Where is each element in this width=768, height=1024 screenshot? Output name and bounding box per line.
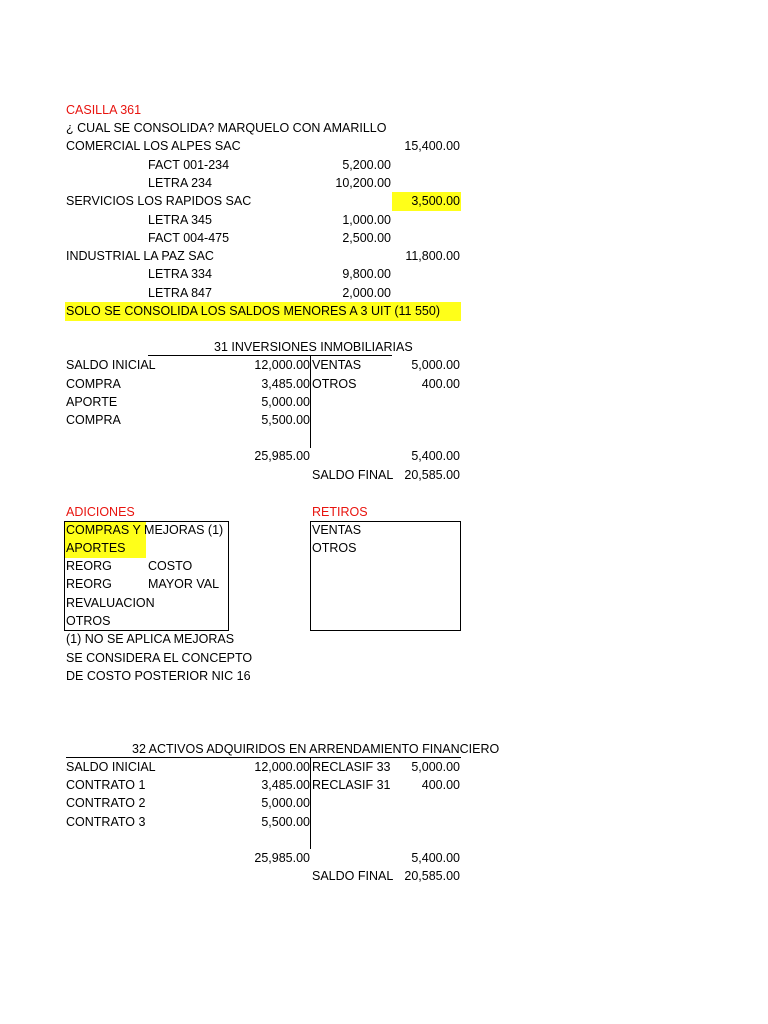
debit-label: SALDO INICIAL xyxy=(66,760,156,774)
credit-label: RECLASIF 33 xyxy=(312,760,391,774)
adicion-item: COMPRAS Y MEJORAS (1) xyxy=(66,523,224,537)
credit-label: RECLASIF 31 xyxy=(312,778,391,792)
company-total: 11,800.00 xyxy=(405,249,460,263)
final-balance-value: 20,585.00 xyxy=(404,468,460,482)
debit-label: COMPRA xyxy=(66,413,121,427)
adicion-item: REORG xyxy=(66,559,112,573)
company-total: 3,500.00 xyxy=(411,194,460,208)
credit-value: 400.00 xyxy=(421,778,460,792)
adicion-item: REVALUACION xyxy=(66,596,155,610)
final-balance-label: SALDO FINAL xyxy=(312,869,394,883)
debit-total: 25,985.00 xyxy=(254,449,310,463)
document-amount: 2,500.00 xyxy=(342,231,391,245)
footnote-line: SE CONSIDERA EL CONCEPTO xyxy=(66,651,253,665)
credit-total: 5,400.00 xyxy=(411,449,460,463)
debit-total: 25,985.00 xyxy=(254,851,310,865)
debit-value: 12,000.00 xyxy=(254,760,310,774)
adiciones-title: ADICIONES xyxy=(66,505,135,519)
document-label: LETRA 334 xyxy=(148,267,212,281)
retiro-item: VENTAS xyxy=(312,523,362,537)
document-amount: 1,000.00 xyxy=(342,213,391,227)
debit-label: APORTE xyxy=(66,395,118,409)
footnote-line: DE COSTO POSTERIOR NIC 16 xyxy=(66,669,251,683)
casilla-question: ¿ CUAL SE CONSOLIDA? MARQUELO CON AMARILLO xyxy=(66,121,387,135)
debit-value: 5,000.00 xyxy=(261,395,310,409)
credit-value: 400.00 xyxy=(421,377,460,391)
company-total: 15,400.00 xyxy=(404,139,460,153)
debit-label: CONTRATO 3 xyxy=(66,815,146,829)
credit-total: 5,400.00 xyxy=(411,851,460,865)
adicion-item: OTROS xyxy=(66,614,111,628)
debit-value: 3,485.00 xyxy=(261,778,310,792)
debit-value: 5,500.00 xyxy=(261,413,310,427)
debit-label: SALDO INICIAL xyxy=(66,358,156,372)
debit-value: 12,000.00 xyxy=(254,358,310,372)
debit-value: 5,000.00 xyxy=(261,796,310,810)
document-label: FACT 004-475 xyxy=(148,231,230,245)
company-label: SERVICIOS LOS RAPIDOS SAC xyxy=(66,194,252,208)
final-balance-value: 20,585.00 xyxy=(404,869,460,883)
company-label: COMERCIAL LOS ALPES SAC xyxy=(66,139,241,153)
adicion-detail: COSTO xyxy=(148,559,193,573)
account-31-title: 31 INVERSIONES INMOBILIARIAS xyxy=(214,340,413,354)
debit-value: 3,485.00 xyxy=(261,377,310,391)
debit-value: 5,500.00 xyxy=(261,815,310,829)
final-balance-label: SALDO FINAL xyxy=(312,468,394,482)
document-amount: 5,200.00 xyxy=(342,158,391,172)
credit-label: VENTAS xyxy=(312,358,362,372)
debit-label: CONTRATO 1 xyxy=(66,778,146,792)
document-label: FACT 001-234 xyxy=(148,158,230,172)
document-amount: 2,000.00 xyxy=(342,286,391,300)
credit-value: 5,000.00 xyxy=(411,358,460,372)
consolidation-note: SOLO SE CONSOLIDA LOS SALDOS MENORES A 3 UIT (11 550) xyxy=(66,304,440,318)
casilla-title: CASILLA 361 xyxy=(66,103,142,117)
document-label: LETRA 345 xyxy=(148,213,212,227)
company-label: INDUSTRIAL LA PAZ SAC xyxy=(66,249,214,263)
t-account-divider xyxy=(310,356,311,448)
credit-label: OTROS xyxy=(312,377,357,391)
document-amount: 10,200.00 xyxy=(335,176,391,190)
debit-label: CONTRATO 2 xyxy=(66,796,146,810)
adicion-item: REORG xyxy=(66,577,112,591)
footnote-line: (1) NO SE APLICA MEJORAS xyxy=(66,632,235,646)
debit-label: COMPRA xyxy=(66,377,121,391)
document-label: LETRA 847 xyxy=(148,286,212,300)
credit-value: 5,000.00 xyxy=(411,760,460,774)
adicion-item: APORTES xyxy=(66,541,126,555)
t-account-divider xyxy=(310,758,311,849)
adicion-detail: MAYOR VAL xyxy=(148,577,220,591)
retiro-item: OTROS xyxy=(312,541,357,555)
document-label: LETRA 234 xyxy=(148,176,212,190)
account-32-title: 32 ACTIVOS ADQUIRIDOS EN ARRENDAMIENTO FINANCIERO xyxy=(132,742,500,756)
retiros-title: RETIROS xyxy=(312,505,368,519)
document-amount: 9,800.00 xyxy=(342,267,391,281)
